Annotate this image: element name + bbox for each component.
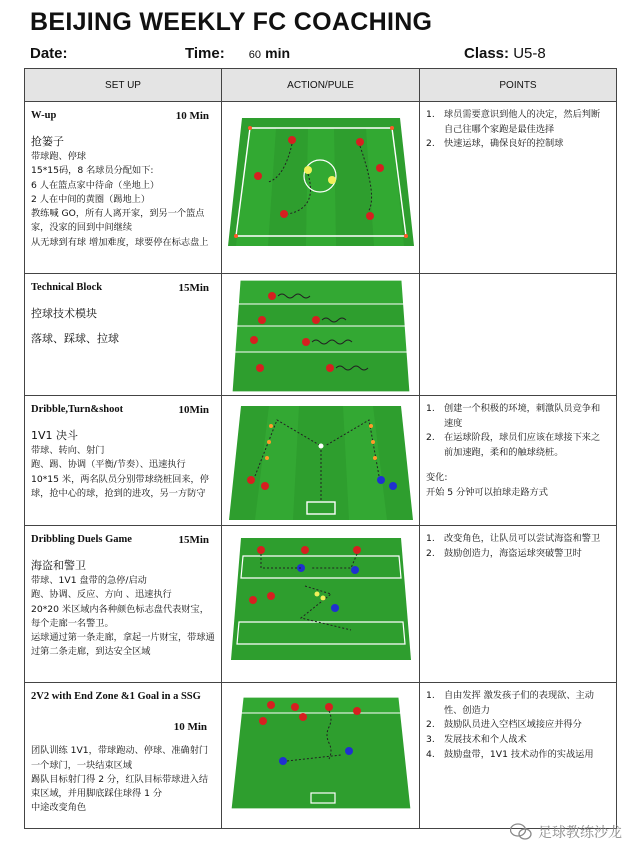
setup-line: 20*20 米区域内各种颜色标志盘代表财宝，每个走廊一名警卫。 — [31, 603, 209, 629]
wechat-icon — [510, 823, 532, 841]
setup-line: 落球、踩球、拉球 — [31, 332, 119, 346]
setup-line: 教练喊 GO，所有人离开家，到另一个篮点家，没家的回到中间继续 — [31, 208, 205, 234]
points-cell — [420, 274, 617, 396]
coaching-point: 2. 在运球阶段，球员们应该在球接下来之前加速跑，柔和的触球绕桩。 — [426, 432, 601, 459]
drill-duration: 15Min — [178, 282, 209, 294]
drill-subtitle: 抢篓子 — [31, 135, 64, 149]
points-cell — [420, 526, 617, 683]
drill-duration: 10 Min — [175, 110, 209, 122]
table-row — [25, 274, 617, 396]
dribble-turn-shoot-pitch-diagram — [229, 406, 413, 520]
column-header-points: POINTS — [420, 69, 617, 102]
drill-name: W-up — [31, 110, 57, 121]
coaching-point: 2. 鼓励队员进入空档区域接应并得分 — [426, 719, 582, 731]
table-row — [25, 683, 617, 829]
coaching-point: 1. 创建一个积极的环境，刺激队员竞争和速度 — [426, 403, 601, 429]
setup-line: 从无球到有球 增加难度，球要停在标志盘上 — [31, 236, 209, 248]
setup-line: 2 人在中间的黄圈（踢地上） — [31, 193, 151, 205]
session-plan-table — [24, 68, 617, 829]
date-field: Date: — [30, 45, 68, 62]
setup-line: 带球、1V1 盘带的急停/启动 — [31, 575, 147, 587]
coaching-point: 3. 发展技术和个人战术 — [426, 734, 527, 746]
action-cell — [222, 683, 420, 829]
coaching-point: 1. 球员需要意识到他人的决定，然后判断自己往哪个家跑是最佳选择 — [426, 109, 601, 135]
setup-line: 踢队目标射门得 2 分，红队目标带球进入结束区域，并用脚底踩住球得 1 分 — [31, 773, 209, 800]
action-cell — [222, 526, 420, 683]
setup-cell — [25, 274, 222, 396]
coaching-point: 1. 自由发挥 激发孩子们的表现欲、主动性、创造力 — [426, 690, 594, 716]
drill-duration: 10Min — [178, 404, 209, 416]
coaching-point: 1. 改变角色，让队员可以尝试海盗和警卫 — [426, 533, 601, 544]
setup-line: 跑、踢、协调（平衡/节奏）、迅速执行 — [31, 459, 186, 471]
table-row — [25, 102, 617, 274]
variation-text: 开始 5 分钟可以拍球走路方式 — [426, 486, 548, 498]
warmup-pitch-diagram — [228, 118, 414, 246]
drill-duration: 10 Min — [173, 721, 207, 734]
table-header-row — [25, 69, 617, 102]
drill-name: 2V2 with End Zone &1 Goal in a SSG — [31, 691, 201, 702]
setup-line: 6 人在篮点家中待命（坐地上） — [31, 179, 160, 191]
table-row — [25, 526, 617, 683]
drill-duration: 15Min — [178, 534, 209, 546]
setup-line: 运球通过第一条走廊，拿起一片财宝，带球通过第二条走廊，到达安全区域 — [31, 632, 215, 658]
drill-name: Dribbling Duels Game — [31, 534, 132, 545]
coaching-point: 2. 快速运球，确保良好的控制球 — [426, 138, 564, 150]
points-cell — [420, 683, 617, 829]
page-title: BEIJING WEEKLY FC COACHING — [30, 8, 433, 36]
setup-line: 团队训练 1V1，带球跑动、停球、准确射门一个球门，一块结束区域 — [31, 745, 209, 771]
action-cell — [222, 396, 420, 526]
setup-cell — [25, 683, 222, 829]
coaching-point: 4. 鼓励盘带，1V1 技术动作的实战运用 — [426, 748, 594, 760]
action-cell — [222, 274, 420, 396]
watermark — [510, 822, 622, 842]
setup-line: 带球、转向、射门 — [31, 445, 105, 457]
action-cell — [222, 102, 420, 274]
technical-block-pitch-diagram — [232, 280, 410, 392]
drill-subtitle: 海盗和警卫 — [31, 559, 86, 573]
drill-subtitle: 1V1 决斗 — [31, 429, 79, 443]
time-field: Time: 60 min — [185, 45, 291, 62]
watermark-text: 足球教练沙龙 — [538, 825, 622, 841]
setup-cell — [25, 526, 222, 683]
setup-cell — [25, 396, 222, 526]
column-header-setup: SET UP — [25, 69, 222, 102]
coaching-point: 2. 鼓励创造力，海盗运球突破警卫时 — [426, 547, 582, 559]
setup-line: 跑、协调、反应、方向 、迅速执行 — [31, 589, 172, 601]
setup-line: 带球跑、停球 — [31, 151, 87, 163]
setup-line: 10*15 米，两名队员分别带球绕桩回来，停球，抢中心的球，抢到的进攻，另一方防守 — [31, 473, 209, 499]
points-cell — [420, 396, 617, 526]
dribbling-duels-pitch-diagram — [231, 538, 411, 660]
setup-line: 15*15码，8 名球员分配如下: — [31, 165, 154, 177]
drill-subtitle: 控球技术模块 — [31, 307, 97, 321]
table-row — [25, 396, 617, 526]
setup-cell — [25, 102, 222, 274]
variation-label: 变化: — [426, 471, 448, 483]
drill-name: Technical Block — [31, 282, 103, 293]
ssg-pitch-diagram — [231, 697, 411, 809]
drill-name: Dribble,Turn&shoot — [31, 404, 124, 415]
class-field: Class: U5-8 — [464, 45, 546, 62]
setup-line: 中途改变角色 — [31, 802, 87, 814]
points-cell — [420, 102, 617, 274]
column-header-action: ACTION/PULE — [222, 69, 420, 102]
